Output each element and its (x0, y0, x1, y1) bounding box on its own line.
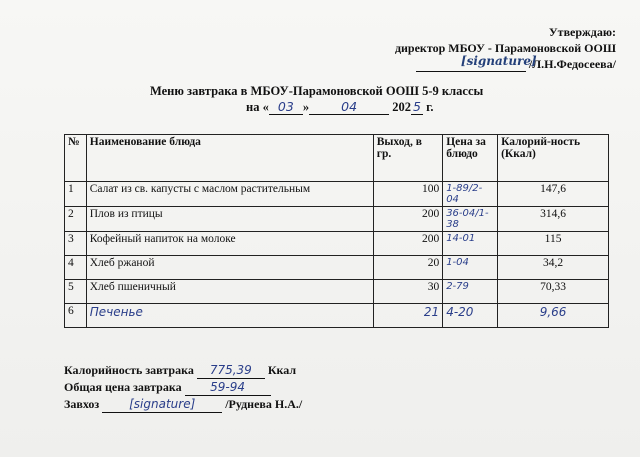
row-name: Хлеб ржаной (86, 256, 373, 280)
menu-table (64, 134, 609, 328)
header-output: Выход, в гр. (373, 135, 442, 182)
menu-title-line: Меню завтрака в МБОУ-Парамоновской ООШ 5-9 классы (150, 84, 484, 98)
row-output: 100 (373, 182, 442, 207)
row-output: 21 (373, 304, 442, 328)
table-row (65, 232, 609, 256)
menu-day: 03 (269, 99, 303, 115)
approval-signature-line (336, 56, 616, 72)
table-row (65, 304, 609, 328)
footer-calories: Калорийность завтрака 775,39 Ккал (64, 363, 297, 377)
table-row (65, 256, 609, 280)
row-price: 14-01 (443, 232, 498, 256)
row-name: Печенье (86, 304, 373, 328)
menu-footer (64, 362, 384, 413)
approval-block (336, 24, 616, 72)
row-num: 4 (65, 256, 87, 280)
row-calories: 115 (498, 232, 609, 256)
row-num: 3 (65, 232, 87, 256)
calories-unit: Ккал (267, 363, 297, 377)
table-header-row (65, 135, 609, 182)
row-calories: 147,6 (498, 182, 609, 207)
footer-zavhoz: Завхоз [signature] /Руднева Н.А./ (64, 397, 303, 411)
menu-date-line: на « 03 » 04 202 5 г. (246, 99, 434, 114)
row-num: 5 (65, 280, 87, 304)
row-price: 36-04/1-38 (443, 207, 498, 232)
header-num: № (65, 135, 87, 182)
menu-year-digit: 5 (411, 99, 423, 115)
row-price: 2-79 (443, 280, 498, 304)
row-num: 6 (65, 304, 87, 328)
row-output: 200 (373, 232, 442, 256)
row-calories: 9,66 (498, 304, 609, 328)
total-price: 59-94 (185, 379, 271, 396)
row-num: 1 (65, 182, 87, 207)
table-row (65, 207, 609, 232)
row-name: Хлеб пшеничный (86, 280, 373, 304)
row-calories: 314,6 (498, 207, 609, 232)
row-output: 20 (373, 256, 442, 280)
row-name: Салат из св. капусты с маслом растительным (86, 182, 373, 207)
total-calories: 775,39 (197, 362, 265, 379)
header-price: Цена за блюдо (443, 135, 498, 182)
row-price: 4-20 (443, 304, 498, 328)
approval-heading: Утверждаю: (548, 25, 616, 39)
footer-price: Общая цена завтрака 59-94 (64, 379, 384, 396)
row-output: 200 (373, 207, 442, 232)
row-price: 1-89/2-04 (443, 182, 498, 207)
director-signature: [signature] (416, 59, 526, 72)
row-price: 1-04 (443, 256, 498, 280)
table-row (65, 182, 609, 207)
director-name: /Л.Н.Федосеева/ (528, 57, 616, 71)
header-calories: Калорий-ность (Ккал) (498, 135, 609, 182)
header-name: Наименование блюда (86, 135, 373, 182)
approval-director: директор МБОУ - Парамоновской ООШ (394, 41, 616, 55)
menu-title (150, 84, 530, 115)
zavhoz-name: /Руднева Н.А./ (225, 397, 303, 411)
row-output: 30 (373, 280, 442, 304)
row-name: Кофейный напиток на молоке (86, 232, 373, 256)
menu-month: 04 (309, 99, 389, 115)
zavhoz-signature: [signature] (102, 396, 222, 413)
row-num: 2 (65, 207, 87, 232)
row-name: Плов из птицы (86, 207, 373, 232)
row-calories: 70,33 (498, 280, 609, 304)
table-row (65, 280, 609, 304)
row-calories: 34,2 (498, 256, 609, 280)
